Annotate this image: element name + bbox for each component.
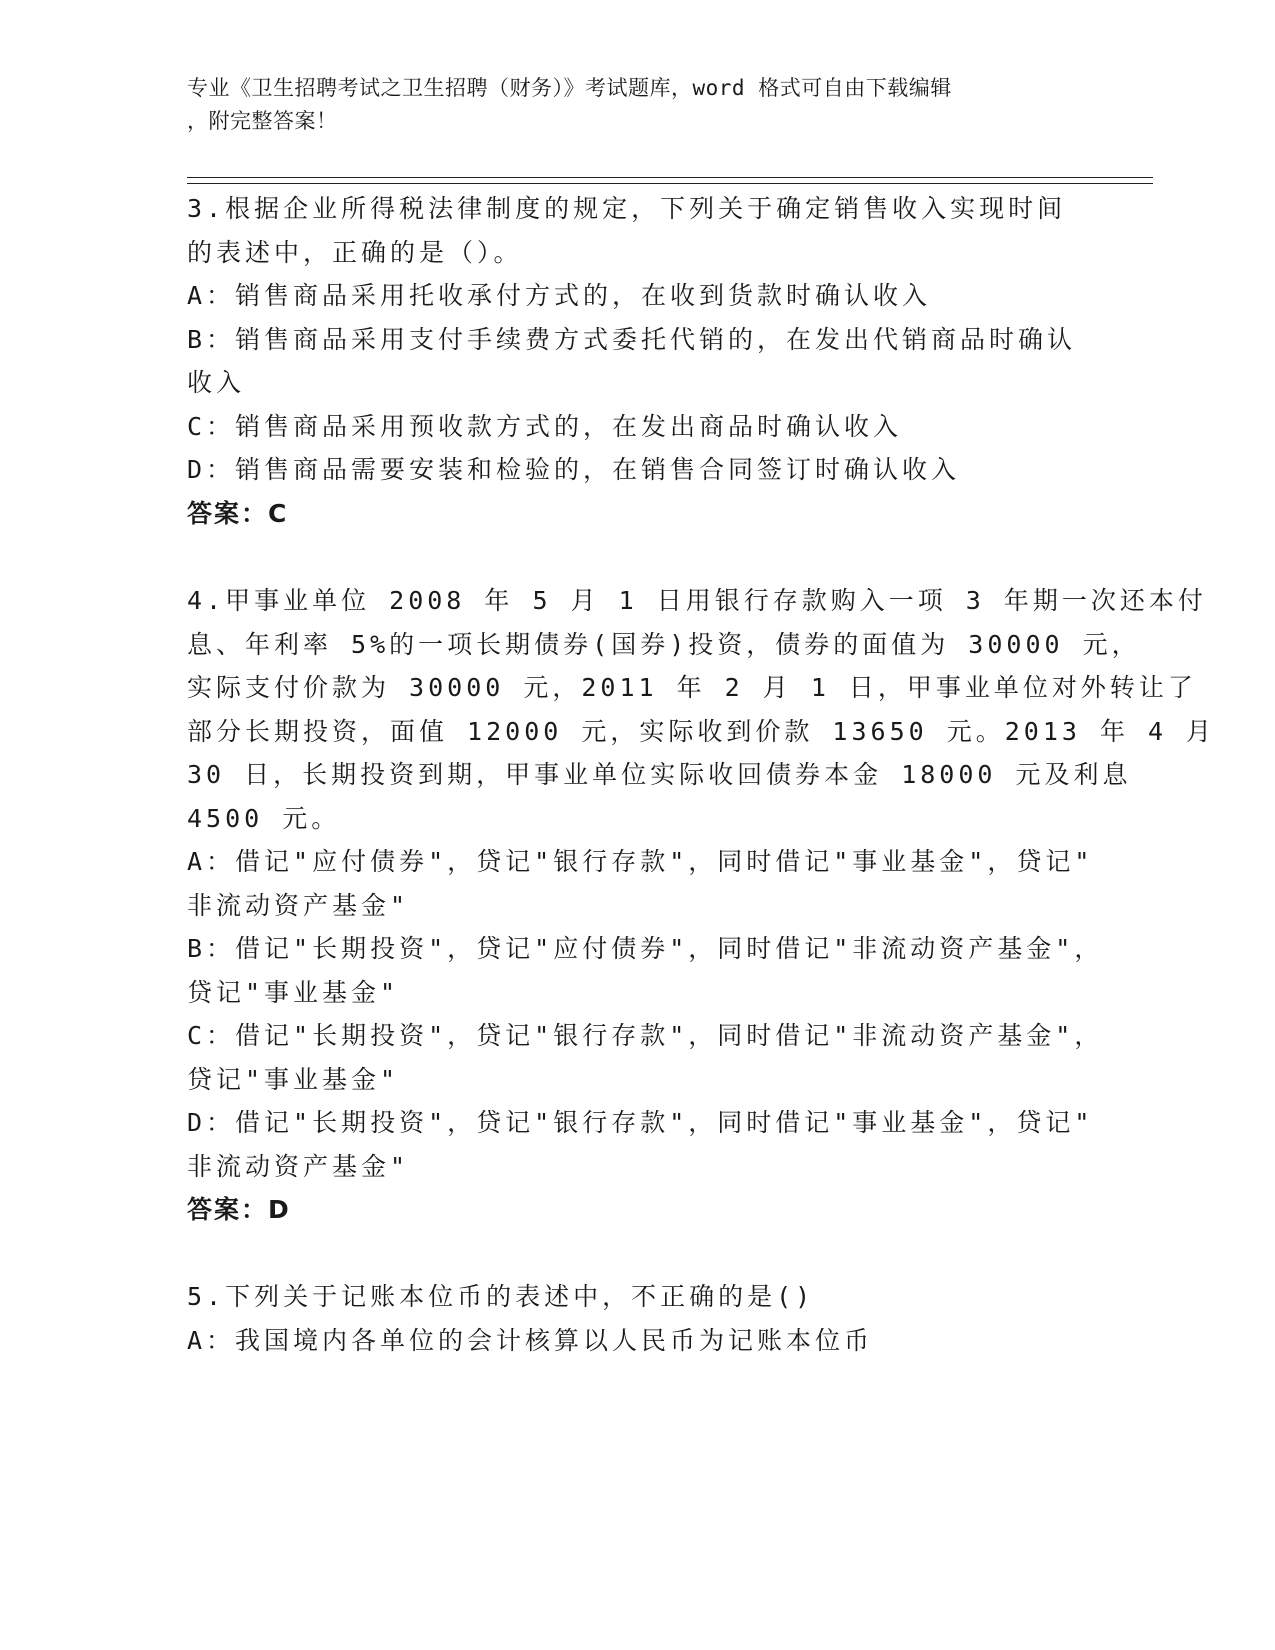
question-4-stem-line-3: 实际支付价款为 30000 元，2011 年 2 月 1 日，甲事业单位对外转让了	[187, 673, 1197, 702]
question-3-option-d: D：销售商品需要安装和检验的，在销售合同签订时确认收入	[187, 455, 961, 484]
question-4-stem-line-5: 30 日，长期投资到期，甲事业单位实际收回债券本金 18000 元及利息	[187, 760, 1132, 789]
question-3-stem-line-2: 的表述中，正确的是（）。	[187, 238, 523, 267]
question-5-stem-line-1: 5.下列关于记账本位币的表述中，不正确的是()	[187, 1282, 815, 1311]
question-3-stem-line-1: 3.根据企业所得税法律制度的规定，下列关于确定销售收入实现时间	[187, 194, 1067, 223]
question-3-option-b-line-2: 收入	[187, 368, 246, 397]
question-4-option-c-line-1: C：借记"长期投资"，贷记"银行存款"，同时借记"非流动资产基金"，	[187, 1021, 1104, 1050]
question-4-option-b-line-2: 贷记"事业基金"	[187, 978, 400, 1007]
question-3-option-a: A：销售商品采用托收承付方式的，在收到货款时确认收入	[187, 281, 932, 310]
question-4-stem-line-1: 4.甲事业单位 2008 年 5 月 1 日用银行存款购入一项 3 年期一次还本付	[187, 586, 1207, 615]
question-3-option-b-line-1: B：销售商品采用支付手续费方式委托代销的，在发出代销商品时确认	[187, 325, 1077, 354]
page-header: 专业《卫生招聘考试之卫生招聘（财务）》考试题库，word 格式可自由下载编辑 ，附完整答案！	[187, 76, 952, 133]
question-5-option-a: A：我国境内各单位的会计核算以人民币为记账本位币	[187, 1326, 874, 1355]
question-4-option-d-line-1: D：借记"长期投资"，贷记"银行存款"，同时借记"事业基金"，贷记"	[187, 1108, 1094, 1137]
question-4-stem-line-6: 4500 元。	[187, 804, 341, 833]
header-rule-bottom	[187, 183, 1153, 184]
question-4-option-d-line-2: 非流动资产基金"	[187, 1152, 410, 1181]
question-4-stem-line-2: 息、年利率 5%的一项长期债券(国券)投资，债券的面值为 30000 元，	[187, 630, 1141, 659]
question-3-answer: 答案：C	[187, 499, 289, 528]
question-4-option-a-line-1: A：借记"应付债券"，贷记"银行存款"，同时借记"事业基金"，贷记"	[187, 847, 1094, 876]
question-4-option-a-line-2: 非流动资产基金"	[187, 891, 410, 920]
header-rule-top	[187, 177, 1153, 178]
question-4-option-c-line-2: 贷记"事业基金"	[187, 1065, 400, 1094]
question-3-option-c: C：销售商品采用预收款方式的，在发出商品时确认收入	[187, 412, 903, 441]
question-4-answer: 答案：D	[187, 1195, 291, 1224]
question-4-stem-line-4: 部分长期投资，面值 12000 元，实际收到价款 13650 元。2013 年 4 月	[187, 717, 1216, 746]
question-4-option-b-line-1: B：借记"长期投资"，贷记"应付债券"，同时借记"非流动资产基金"，	[187, 934, 1104, 963]
